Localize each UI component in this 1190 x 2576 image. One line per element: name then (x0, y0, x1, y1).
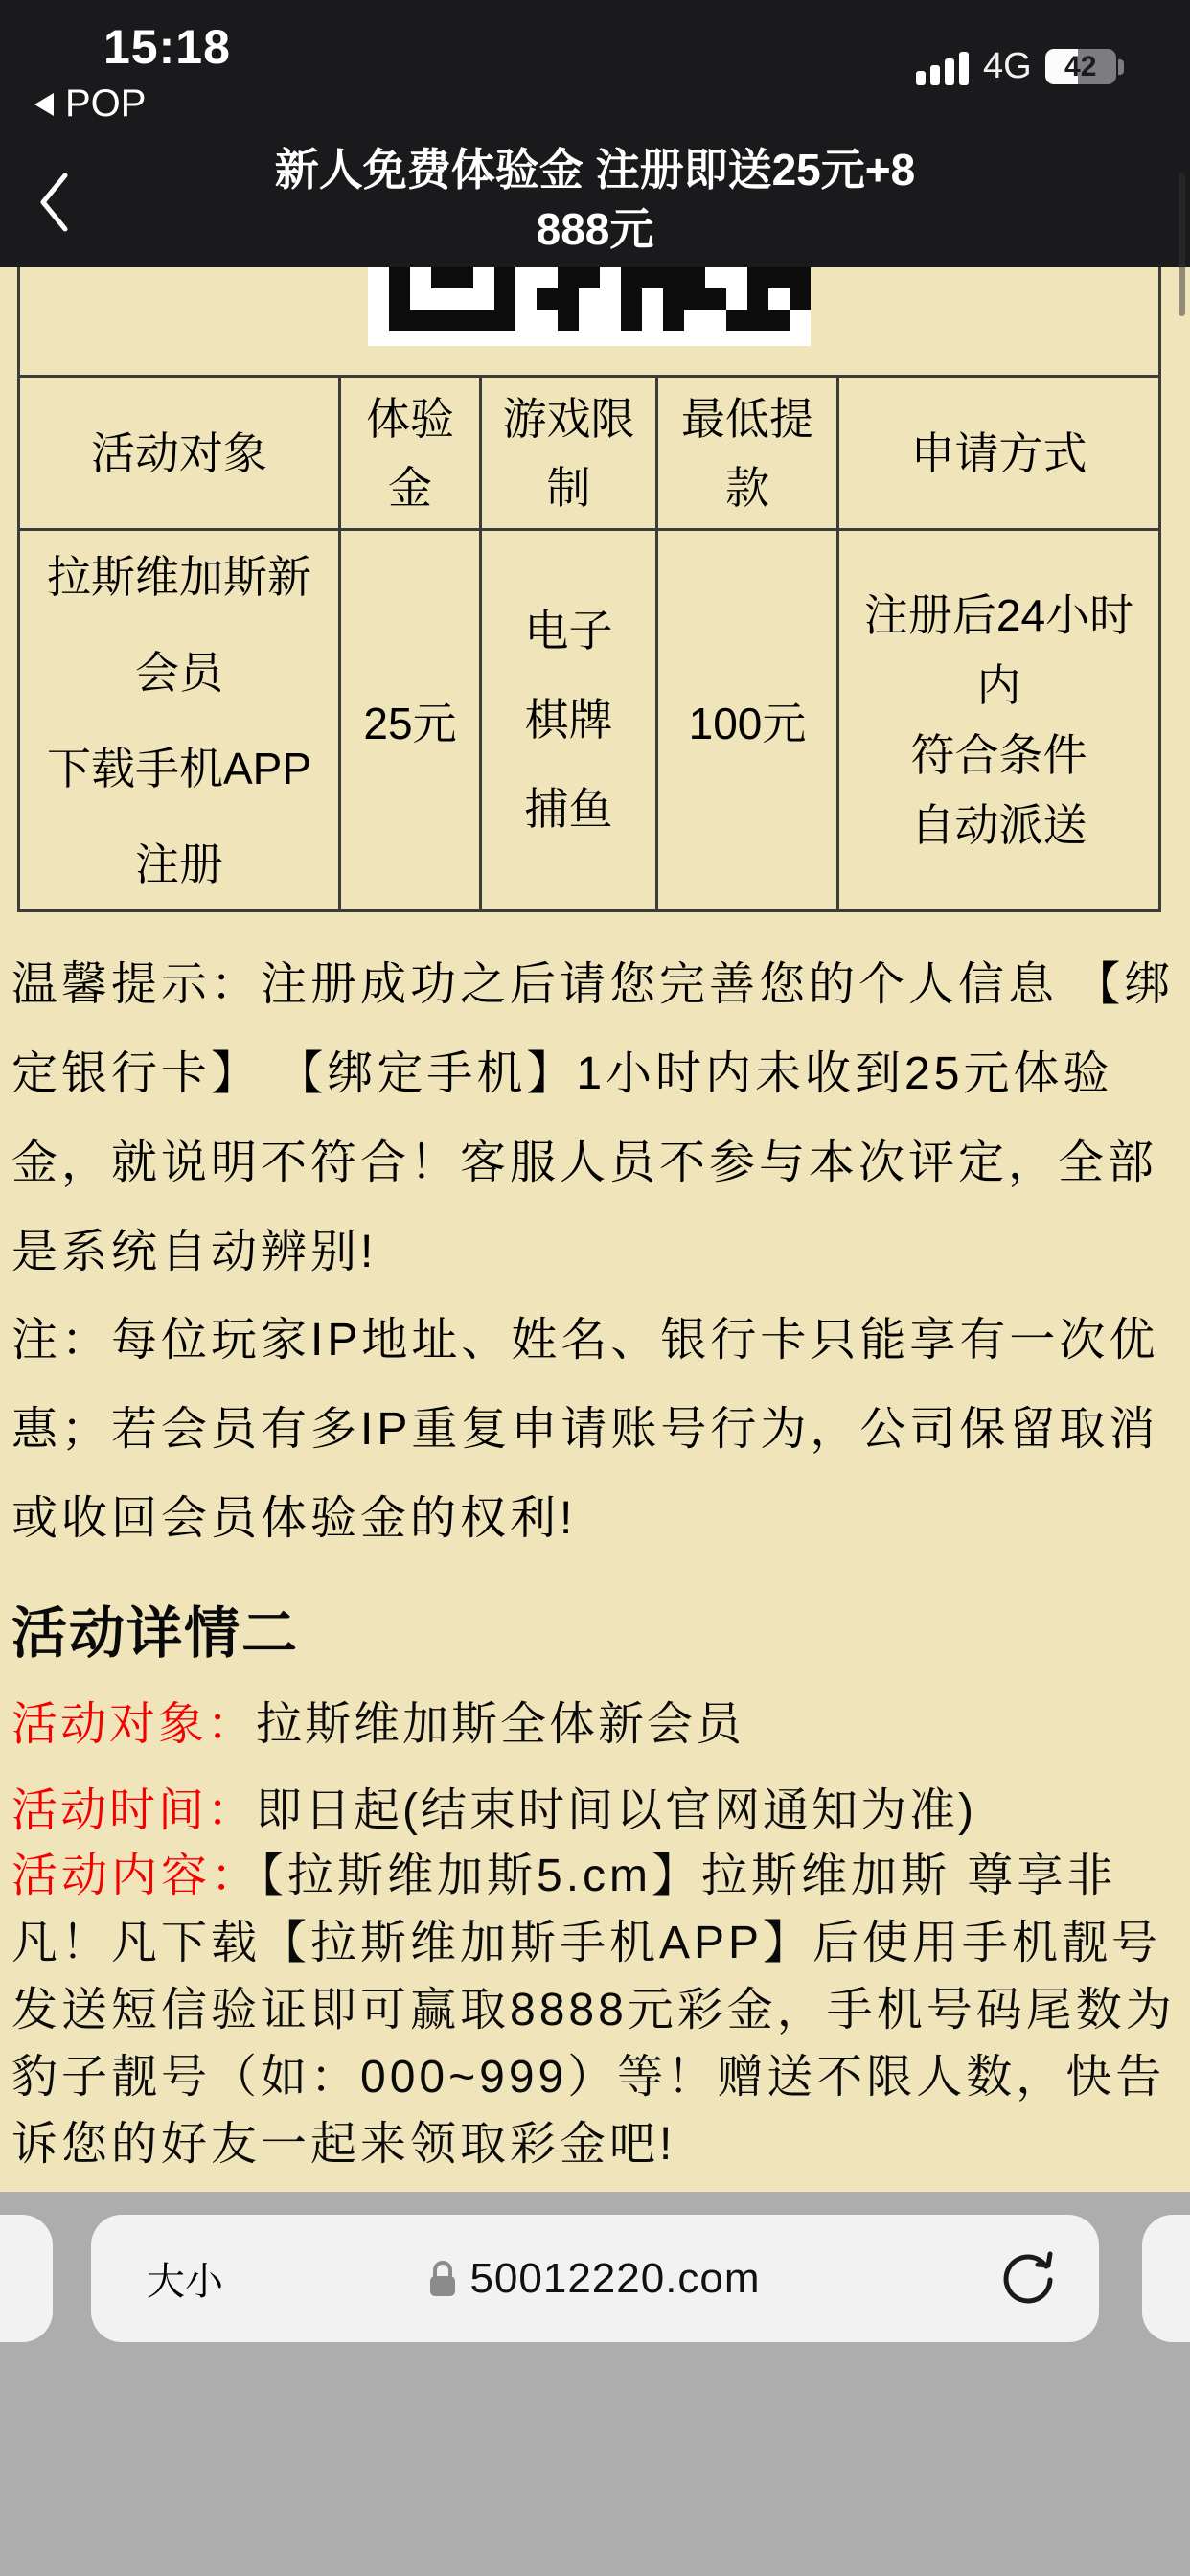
lock-icon (429, 2260, 456, 2298)
header-game-limit: 游戏限 制 (482, 378, 658, 528)
content-value: 【拉斯维加斯5.cm】拉斯维加斯 尊享非凡！凡下载【拉斯维加斯手机APP】后使用手机靓号发送短信验证即可赢取8888元彩金，手机号码尾数为豹子靓号（如：000~999）等！赠送不限人数，快告诉您的好友一起来领取彩金吧! (11, 1851, 1176, 2170)
cell-game-limit: 电子 棋牌 捕鱼 (482, 531, 658, 909)
target-label: 活动对象： (11, 1699, 257, 1750)
battery-nub (1118, 59, 1124, 75)
back-to-app-label: POP (65, 82, 147, 125)
page-back-button[interactable] (36, 171, 71, 234)
battery-icon (1045, 49, 1116, 84)
cell-min-withdraw: 100元 (658, 531, 839, 909)
reload-button[interactable] (999, 2249, 1057, 2312)
cell-apply: 注册后24小时 内 符合条件 自动派送 (863, 589, 1134, 850)
time-value: 即日起(结束时间以官网通知为准) (256, 1785, 976, 1836)
safari-bottom-chrome (0, 2192, 1190, 2576)
next-tab-stub[interactable] (1142, 2215, 1190, 2342)
content-label: 活动内容： (11, 1851, 262, 1901)
cell-target: 拉斯维加斯新 会员 下载手机APP 注册 (20, 531, 341, 909)
header-min-withdraw: 最低提 款 (658, 378, 839, 528)
qr-code-image (368, 267, 811, 346)
cell-bonus: 25元 (341, 531, 482, 909)
qr-row (20, 267, 1158, 378)
network-type-label: 4G (983, 46, 1032, 86)
time-label: 活动时间： (11, 1785, 257, 1836)
battery-percent: 42 (1064, 50, 1097, 82)
back-chevron-icon (36, 171, 71, 234)
text-size-button[interactable]: 大小 (147, 2261, 223, 2303)
url-bar[interactable] (91, 2215, 1099, 2342)
previous-tab-stub[interactable] (0, 2215, 53, 2342)
page-title: 新人免费体验金 注册即送25元+8 888元 (274, 145, 916, 254)
back-to-app-button[interactable] (34, 82, 146, 126)
paragraph-tip: 温馨提示：注册成功之后请您完善您的个人信息 【绑定银行卡】 【绑定手机】1小时内未收到25元体验金，就说明不符合！客服人员不参与本次评定，全部是系统自动辨别! (11, 959, 1175, 1277)
header-apply: 申请方式 (910, 427, 1087, 478)
paragraph-note: 注：每位玩家IP地址、姓名、银行卡只能享有一次优惠；若会员有多IP重复申请账号行为，公司保留取消或收回会员体验金的权利! (11, 1315, 1159, 1544)
details2-target-line (11, 1682, 1180, 1768)
qr-modules (368, 267, 811, 331)
target-value: 拉斯维加斯全体新会员 (256, 1699, 745, 1750)
details2-time-line (11, 1768, 1180, 1854)
promo-table (17, 267, 1161, 912)
url-domain: 50012220.com (469, 2254, 761, 2302)
scroll-indicator (1179, 172, 1185, 316)
reload-icon (999, 2249, 1057, 2307)
status-right-cluster (916, 46, 1124, 87)
header-target: 活动对象 (20, 378, 341, 528)
details2-content (11, 1843, 1184, 2178)
signal-bars-icon (916, 49, 973, 85)
back-to-app-triangle-icon (34, 93, 54, 116)
table-data-row (20, 531, 1158, 909)
url-center-group (91, 2255, 1099, 2303)
table-header-row (20, 378, 1158, 531)
status-and-nav-header (0, 0, 1190, 267)
details2-heading: 活动详情二 (11, 1602, 300, 1665)
status-time: 15:18 (103, 20, 231, 74)
header-bonus: 体验 金 (341, 378, 482, 528)
